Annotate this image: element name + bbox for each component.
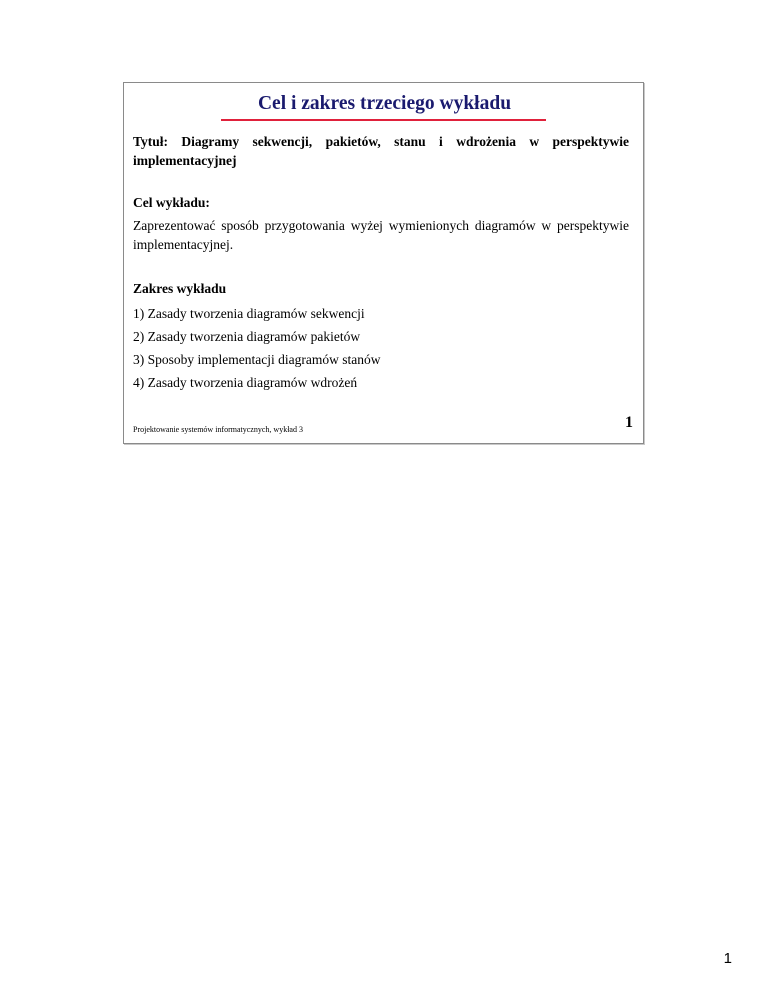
page-number: 1 <box>723 950 732 967</box>
goal-heading: Cel wykładu: <box>133 195 210 210</box>
spacer <box>133 254 629 273</box>
scope-item: 2) Zasady tworzenia diagramów pakietów <box>133 329 361 344</box>
title-underline <box>221 119 546 121</box>
slide-footer: Projektowanie systemów informatycznych, wykład 3 <box>133 425 303 434</box>
scope-heading: Zakres wykładu <box>133 281 227 296</box>
lecture-topic: Tytuł: Diagramy sekwencji, pakietów, stanu i wdrożenia w perspektywie implementacyjnej <box>133 134 629 168</box>
spacer <box>133 170 629 189</box>
slide-body <box>133 132 629 396</box>
scope-list <box>133 304 629 392</box>
slide-title: Cel i zakres trzeciego wykładu <box>257 93 512 114</box>
slide-frame <box>123 82 644 444</box>
scope-item: 3) Sposoby implementacji diagramów stanów <box>133 352 381 367</box>
scope-item: 4) Zasady tworzenia diagramów wdrożeń <box>133 375 358 390</box>
slide-number: 1 <box>625 414 633 431</box>
scope-item: 1) Zasady tworzenia diagramów sekwencji <box>133 306 365 321</box>
goal-text: Zaprezentować sposób przygotowania wyżej wymienionych diagramów w perspektywie implementacyjnej. <box>133 218 629 252</box>
